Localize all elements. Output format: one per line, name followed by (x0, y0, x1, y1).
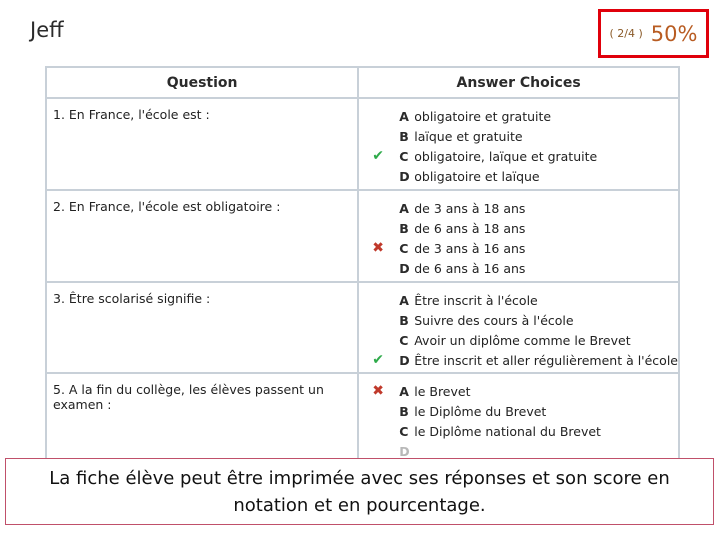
cross-icon: ✖ (372, 240, 384, 256)
choice-text: obligatoire et laïque (414, 168, 540, 184)
check-icon: ✔ (372, 148, 384, 164)
question-column-header: Question (46, 67, 358, 98)
answer-choice (359, 258, 678, 278)
answer-choice (359, 146, 678, 166)
answer-choices (358, 282, 679, 373)
score-fraction: ( 2/4 ) (609, 27, 643, 40)
choice-text: le Diplôme du Brevet (414, 403, 547, 419)
question-text: 1. En France, l'école est : (46, 98, 358, 190)
table-header-row (46, 67, 679, 98)
choice-text: Être inscrit et aller régulièrement à l'école (414, 352, 678, 368)
choice-letter: C (399, 423, 409, 439)
choice-letter: C (399, 240, 409, 256)
answers-column-header: Answer Choices (358, 67, 679, 98)
answer-choice (359, 381, 678, 401)
choice-text: obligatoire et gratuite (414, 108, 552, 124)
answer-choices (358, 98, 679, 190)
choice-text: Être inscrit à l'école (414, 292, 538, 308)
results-table (45, 66, 680, 464)
question-text: 2. En France, l'école est obligatoire : (46, 190, 358, 282)
answer-choices (358, 373, 679, 463)
answer-choice (359, 421, 678, 441)
cross-icon: ✖ (372, 383, 384, 399)
answer-choice (359, 330, 678, 350)
choice-text: le Brevet (414, 383, 471, 399)
score-box (598, 9, 709, 58)
table-row (46, 373, 679, 463)
answer-choice (359, 106, 678, 126)
choice-text: de 6 ans à 16 ans (414, 260, 526, 276)
answer-choice (359, 166, 678, 186)
choice-letter: A (399, 383, 409, 399)
table-row (46, 190, 679, 282)
answer-choice (359, 401, 678, 421)
choice-letter: D (399, 168, 410, 184)
choice-text: de 6 ans à 18 ans (414, 220, 526, 236)
question-text: 3. Être scolarisé signifie : (46, 282, 358, 373)
answer-choice (359, 290, 678, 310)
answer-choice (359, 198, 678, 218)
caption-text: La fiche élève peut être imprimée avec ses réponses et son score en notation et en pourcentage. (49, 467, 670, 516)
choice-text: le Diplôme national du Brevet (414, 423, 601, 439)
choice-letter: B (399, 220, 409, 236)
choice-letter: B (399, 128, 409, 144)
answer-choice (359, 350, 678, 370)
answer-choice (359, 310, 678, 330)
choice-letter: B (399, 312, 409, 328)
choice-text: de 3 ans à 16 ans (414, 240, 526, 256)
choice-text: de 3 ans à 18 ans (414, 200, 526, 216)
choice-letter: A (399, 292, 409, 308)
choice-text: obligatoire, laïque et gratuite (414, 148, 598, 164)
choice-letter: A (399, 200, 409, 216)
caption-box (5, 458, 714, 525)
choice-letter: B (399, 403, 409, 419)
choice-letter: A (399, 108, 409, 124)
choice-letter: C (399, 148, 409, 164)
choice-text: Avoir un diplôme comme le Brevet (414, 332, 631, 348)
table-row (46, 282, 679, 373)
answer-choice (359, 238, 678, 258)
question-text: 5. A la fin du collège, les élèves passent un examen : (46, 373, 358, 463)
answer-choice (359, 126, 678, 146)
table-row (46, 98, 679, 190)
choice-letter: D (399, 352, 410, 368)
answer-choices (358, 190, 679, 282)
score-percent: 50% (650, 21, 698, 46)
choice-letter: C (399, 332, 409, 348)
table-body (46, 98, 679, 463)
choice-letter: D (399, 443, 410, 459)
check-icon: ✔ (372, 352, 384, 368)
answer-choice (359, 218, 678, 238)
choice-letter: D (399, 260, 410, 276)
student-name: Jeff (30, 18, 64, 42)
choice-text: laïque et gratuite (414, 128, 523, 144)
choice-text: Suivre des cours à l'école (414, 312, 574, 328)
